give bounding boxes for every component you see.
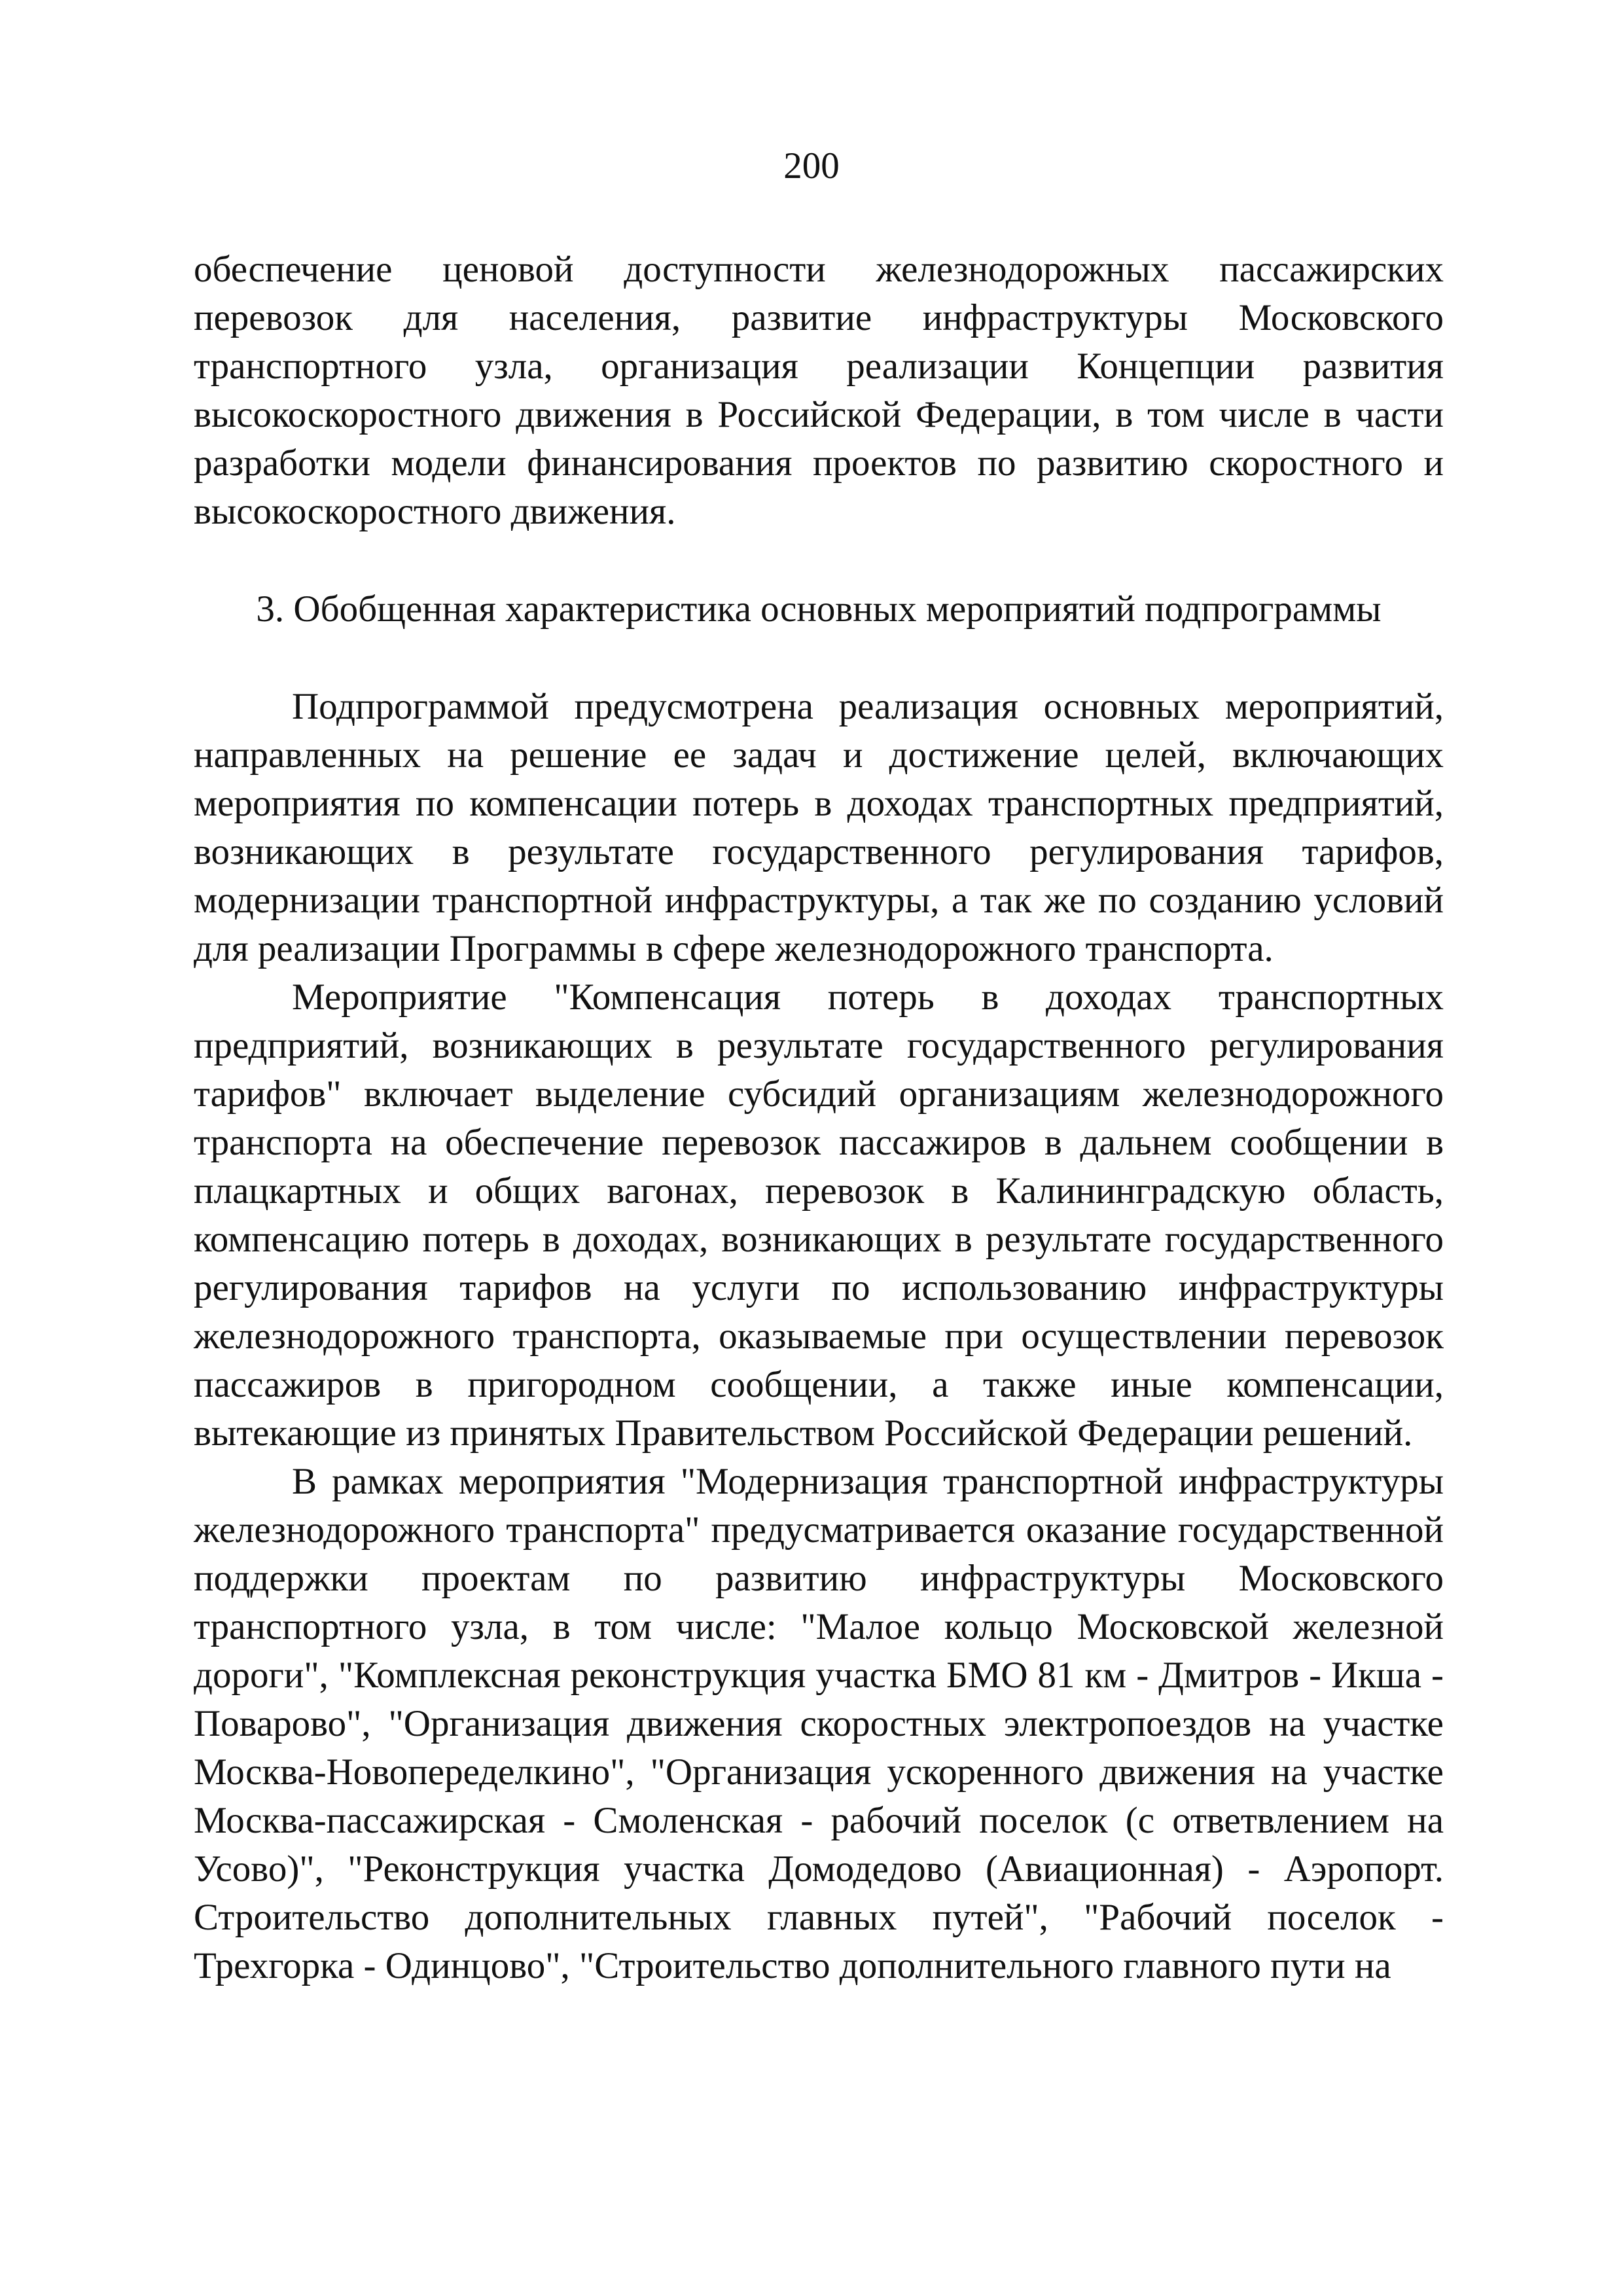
document-body	[194, 245, 1444, 1990]
section-heading: 3. Обобщенная характеристика основных мероприятий подпрограммы	[256, 588, 1382, 630]
paragraph-infrastructure-modernization: В рамках мероприятия "Модернизация транспортной инфраструктуры железнодорожного транспорта" предусматривается оказание государственной поддержки проектам по развитию инфраструктуры Московского транспортного узла, в том числе: "Малое кольцо Московской железной дороги", "Комплексная реконструкция участка БМО 81 км - Дмитров - Икша - Поварово", "Организация движения скоростных электропоездов на участке Москва-Новопеределкино", "Организация ускоренного движения на участке Москва-пассажирская - Смоленская - рабочий поселок (с ответвлением на Усово)", "Реконструкция участка Домодедово (Авиационная) - Аэропорт. Строительство дополнительных главных путей", "Рабочий поселок - Трехгорка - Одинцово", "Строительство дополнительного главного пути на	[194, 1461, 1444, 1986]
page-number: 200	[783, 145, 840, 187]
intro-paragraph: обеспечение ценовой доступности железнодорожных пассажирских перевозок для населения, развитие инфраструктуры Московского транспортного узла, организация реализации Концепции развития высокоскоростного движения в Российской Федерации, в том числе в части разработки модели финансирования проектов по развитию скоростного и высокоскоростного движения.	[194, 249, 1444, 532]
paragraph-subprogram-measures: Подпрограммой предусмотрена реализация основных мероприятий, направленных на решение ее задач и достижение целей, включающих мероприятия по компенсации потерь в доходах транспортных предприятий, возникающих в результате государственного регулирования тарифов, модернизации транспортной инфраструктуры, а так же по созданию условий для реализации Программы в сфере железнодорожного транспорта.	[194, 686, 1444, 969]
paragraph-loss-compensation: Мероприятие "Компенсация потерь в доходах транспортных предприятий, возникающих в результате государственного регулирования тарифов" включает выделение субсидий организациям железнодорожного транспорта на обеспечение перевозок пассажиров в дальнем сообщении в плацкартных и общих вагонах, перевозок в Калининградскую область, компенсацию потерь в доходах, возникающих в результате государственного регулирования тарифов на услуги по использованию инфраструктуры железнодорожного транспорта, оказываемые при осуществлении перевозок пассажиров в пригородном сообщении, а также иные компенсации, вытекающие из принятых Правительством Российской Федерации решений.	[194, 977, 1444, 1454]
